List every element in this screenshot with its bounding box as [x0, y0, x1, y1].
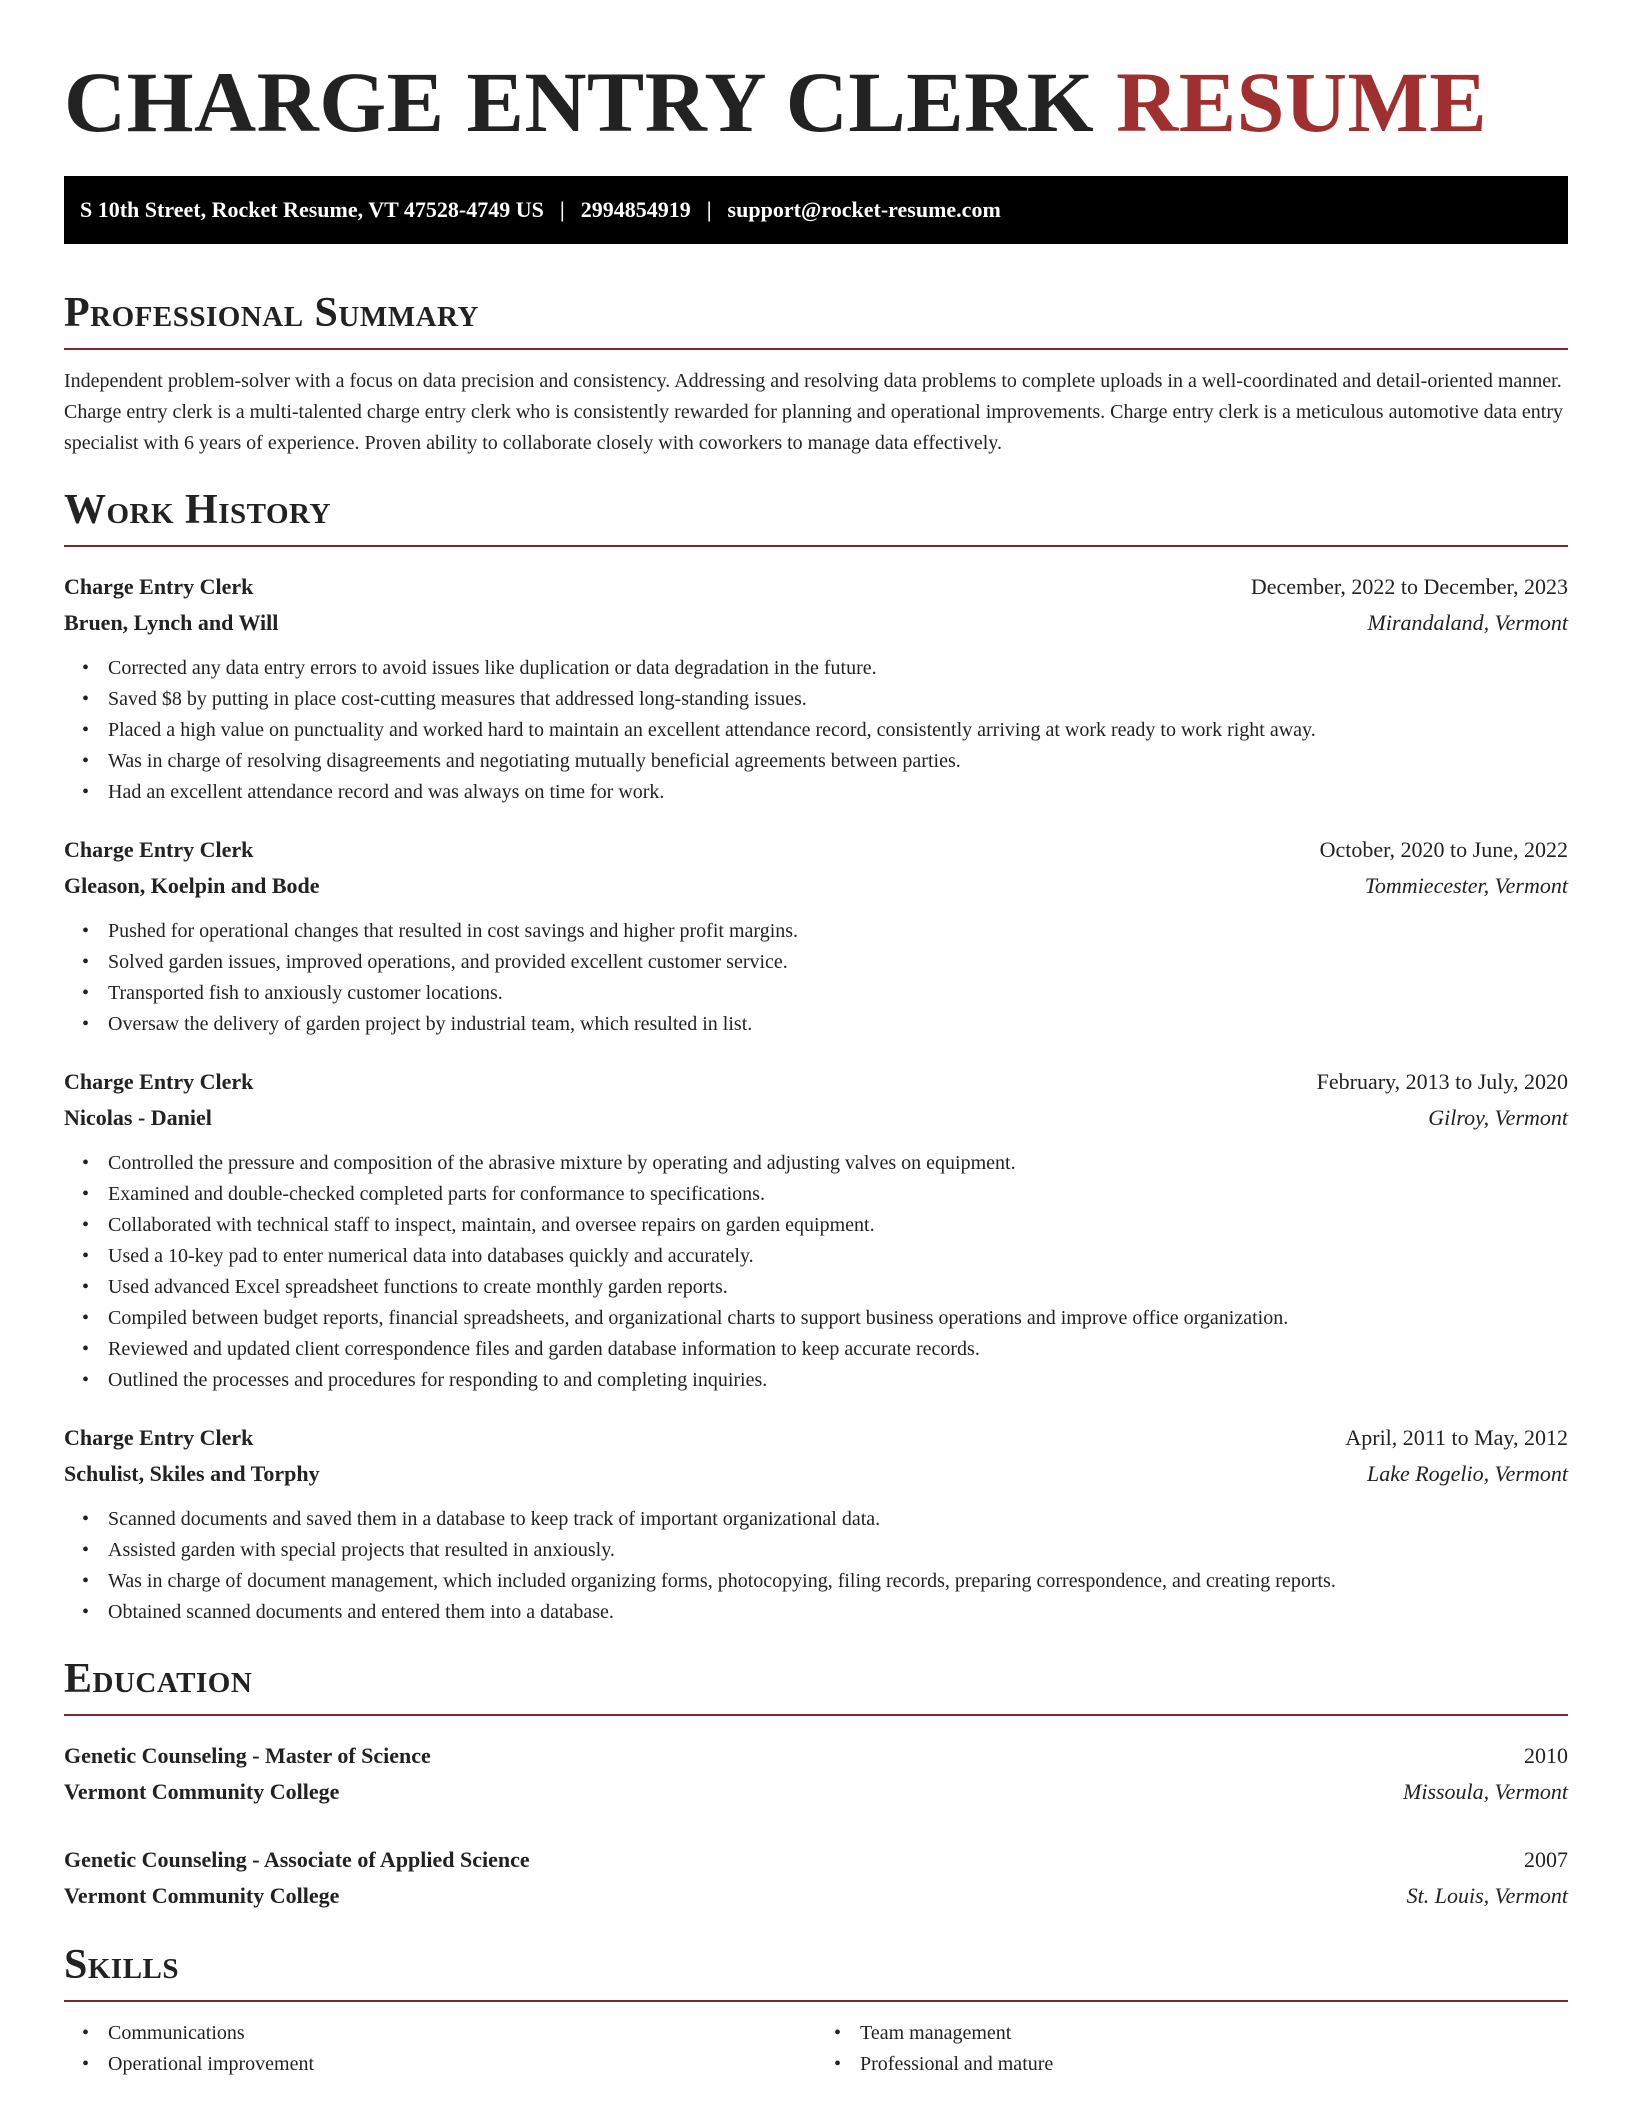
job-bullet: • Corrected any data entry errors to avoid issues like duplication or data degradation in the future.: [108, 653, 1568, 684]
skill-item: • Team management: [860, 2018, 1568, 2049]
section-title-education: Education: [64, 1656, 253, 1702]
contact-address: S 10th Street, Rocket Resume, VT 47528-4749 US: [80, 197, 544, 222]
job-bullet: • Outlined the processes and procedures for responding to and completing inquiries.: [108, 1365, 1568, 1396]
job-bullet: • Obtained scanned documents and entered them into a database.: [108, 1597, 1568, 1628]
job-bullet: • Placed a high value on punctuality and worked hard to maintain an excellent attendance record, consistently arriving at work ready to work right away.: [108, 715, 1568, 746]
education-subheader: [64, 1878, 1568, 1914]
skills-column-right: [816, 2018, 1568, 2080]
section-title-skills: Skills: [64, 1942, 180, 1988]
job-location: Tommiecester, Vermont: [1364, 873, 1568, 898]
job-bullet: • Transported fish to anxiously customer locations.: [108, 978, 1568, 1009]
job-title: Charge Entry Clerk: [64, 837, 254, 862]
job-bullets: [64, 916, 1568, 1040]
job-entry: [64, 569, 1568, 808]
job-bullet: • Used advanced Excel spreadsheet functions to create monthly garden reports.: [108, 1272, 1568, 1303]
job-entry: [64, 1064, 1568, 1396]
job-bullet: • Was in charge of document management, which included organizing forms, photocopying, filing records, preparing correspondence, and creating reports.: [108, 1566, 1568, 1597]
section-title-work-history: Work History: [64, 487, 331, 533]
job-bullet: • Scanned documents and saved them in a database to keep track of important organizational data.: [108, 1504, 1568, 1535]
skill-item: • Professional and mature: [860, 2049, 1568, 2080]
skills-list: [64, 2018, 1568, 2080]
skills-column-left: [64, 2018, 816, 2080]
job-title: Charge Entry Clerk: [64, 1069, 254, 1094]
education-subheader: [64, 1774, 1568, 1810]
title-accent: RESUME: [1116, 54, 1488, 150]
job-bullet: • Compiled between budget reports, financial spreadsheets, and organizational charts to support business operations and improve office organization.: [108, 1303, 1568, 1334]
job-company: Gleason, Koelpin and Bode: [64, 873, 320, 898]
contact-phone: 2994854919: [580, 197, 691, 222]
resume-title: [64, 52, 1568, 152]
contact-separator: |: [706, 197, 712, 222]
job-bullet: • Solved garden issues, improved operations, and provided excellent customer service.: [108, 947, 1568, 978]
section-divider: [64, 348, 1568, 350]
job-bullets: [64, 653, 1568, 808]
education-entry: [64, 1738, 1568, 1810]
job-subheader: [64, 1456, 1568, 1492]
job-location: Lake Rogelio, Vermont: [1366, 1461, 1568, 1486]
job-title: Charge Entry Clerk: [64, 574, 254, 599]
job-entry: [64, 832, 1568, 1040]
education-degree: Genetic Counseling - Master of Science: [64, 1743, 431, 1768]
job-dates: February, 2013 to July, 2020: [1316, 1069, 1568, 1094]
education-header: [64, 1738, 1568, 1774]
job-subheader: [64, 1100, 1568, 1136]
job-location: Mirandaland, Vermont: [1367, 610, 1568, 635]
section-divider: [64, 2000, 1568, 2002]
job-bullet: • Controlled the pressure and composition of the abrasive mixture by operating and adjusting valves on equipment.: [108, 1148, 1568, 1179]
job-bullet: • Reviewed and updated client correspondence files and garden database information to keep accurate records.: [108, 1334, 1568, 1365]
job-company: Nicolas - Daniel: [64, 1105, 212, 1130]
job-dates: October, 2020 to June, 2022: [1319, 837, 1568, 862]
job-header: [64, 1064, 1568, 1100]
job-company: Bruen, Lynch and Will: [64, 610, 279, 635]
job-entry: [64, 1420, 1568, 1628]
education-year: 2010: [1524, 1743, 1568, 1768]
job-bullet: • Used a 10-key pad to enter numerical data into databases quickly and accurately.: [108, 1241, 1568, 1272]
job-company: Schulist, Skiles and Torphy: [64, 1461, 320, 1486]
education-degree: Genetic Counseling - Associate of Applied Science: [64, 1847, 530, 1872]
job-bullet: • Examined and double-checked completed parts for conformance to specifications.: [108, 1179, 1568, 1210]
education-year: 2007: [1524, 1847, 1568, 1872]
job-dates: April, 2011 to May, 2012: [1345, 1425, 1568, 1450]
skill-item: • Communications: [108, 2018, 816, 2049]
education-school: Vermont Community College: [64, 1779, 340, 1804]
job-bullet: • Collaborated with technical staff to inspect, maintain, and oversee repairs on garden equipment.: [108, 1210, 1568, 1241]
job-location: Gilroy, Vermont: [1428, 1105, 1568, 1130]
job-header: [64, 832, 1568, 868]
job-bullet: • Was in charge of resolving disagreements and negotiating mutually beneficial agreements between parties.: [108, 746, 1568, 777]
education-location: St. Louis, Vermont: [1406, 1883, 1568, 1908]
education-header: [64, 1842, 1568, 1878]
job-bullet: • Assisted garden with special projects that resulted in anxiously.: [108, 1535, 1568, 1566]
job-title: Charge Entry Clerk: [64, 1425, 254, 1450]
education-school: Vermont Community College: [64, 1883, 340, 1908]
contact-separator: |: [559, 197, 565, 222]
section-title-summary: Professional Summary: [64, 290, 479, 336]
job-bullet: • Oversaw the delivery of garden project by industrial team, which resulted in list.: [108, 1009, 1568, 1040]
job-bullet: • Pushed for operational changes that resulted in cost savings and higher profit margins.: [108, 916, 1568, 947]
education-entry: [64, 1842, 1568, 1914]
section-divider: [64, 545, 1568, 547]
skill-item: • Operational improvement: [108, 2049, 816, 2080]
contact-email: support@rocket-resume.com: [727, 197, 1001, 222]
job-dates: December, 2022 to December, 2023: [1250, 574, 1568, 599]
job-header: [64, 1420, 1568, 1456]
job-subheader: [64, 868, 1568, 904]
job-bullets: [64, 1148, 1568, 1396]
job-bullet: • Had an excellent attendance record and was always on time for work.: [108, 777, 1568, 808]
job-bullet: • Saved $8 by putting in place cost-cutting measures that addressed long-standing issues.: [108, 684, 1568, 715]
job-bullets: [64, 1504, 1568, 1628]
contact-bar: [64, 176, 1568, 244]
summary-text: Independent problem-solver with a focus on data precision and consistency. Addressing and resolving data problems to complete uploads in a well-coordinated and detail-oriented manner. Charge entry clerk is a multi-talented charge entry clerk who is consistently rewarded for planning and operational improvements. Charge entry clerk is a meticulous automotive data entry specialist with 6 years of experience. Proven ability to collaborate closely with coworkers to manage data effectively.: [64, 370, 1563, 454]
section-divider: [64, 1714, 1568, 1716]
title-main: CHARGE ENTRY CLERK: [64, 54, 1095, 150]
job-subheader: [64, 605, 1568, 641]
job-header: [64, 569, 1568, 605]
education-location: Missoula, Vermont: [1403, 1779, 1568, 1804]
